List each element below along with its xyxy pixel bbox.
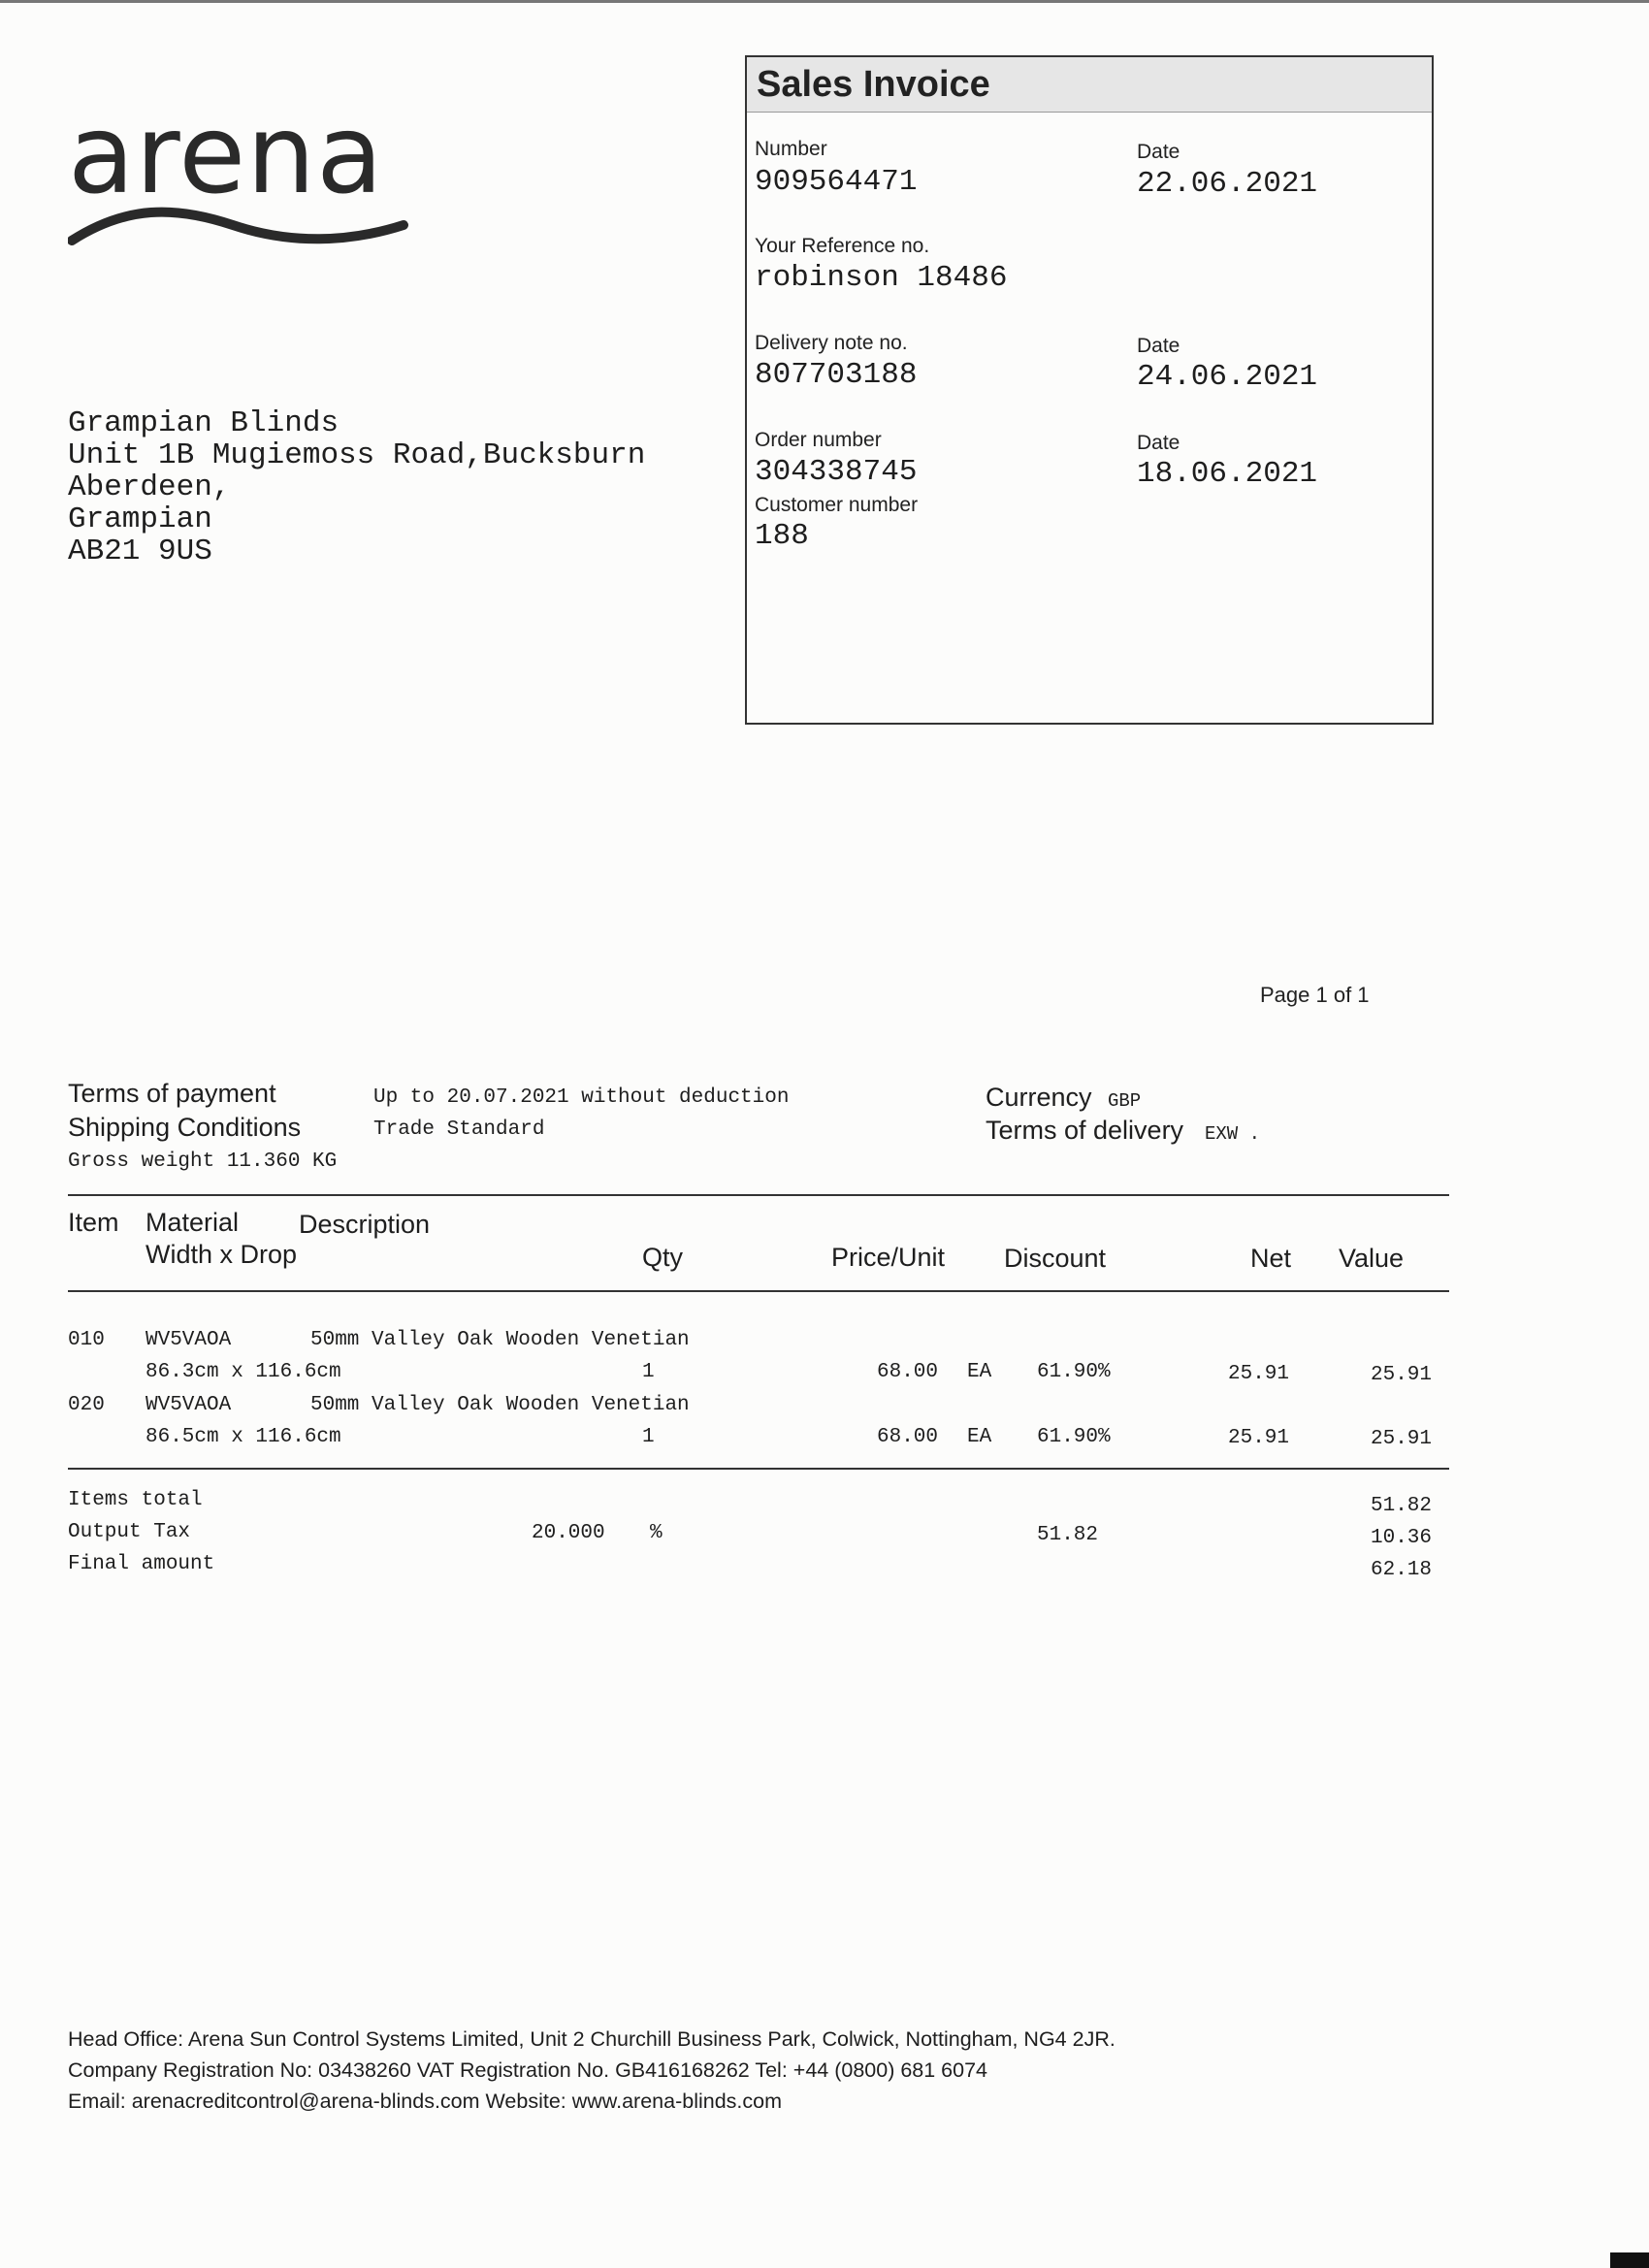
order-date: 18.06.2021 <box>1137 457 1318 491</box>
address-line: Aberdeen, <box>68 470 231 504</box>
shipping-conditions-label: Shipping Conditions <box>68 1113 302 1142</box>
number-label: Number <box>755 138 827 160</box>
final-amount-label: Final amount <box>68 1553 215 1575</box>
terms-of-delivery-label: Terms of delivery <box>986 1116 1184 1145</box>
row-discount: 61.90% <box>1037 1361 1111 1383</box>
row-qty: 1 <box>642 1361 655 1383</box>
col-net: Net <box>1250 1244 1292 1273</box>
col-width-drop: Width x Drop <box>146 1240 298 1269</box>
col-value: Value <box>1339 1244 1405 1273</box>
logo-text: arena <box>68 92 384 218</box>
terms-of-delivery: EXW . <box>1205 1123 1261 1145</box>
row-item: 020 <box>68 1394 105 1416</box>
order-number: 304338745 <box>755 455 918 489</box>
tax-base: 51.82 <box>1037 1524 1099 1546</box>
row-value: 25.91 <box>1371 1428 1433 1450</box>
date-label: Date <box>1137 141 1180 163</box>
recipient-address <box>68 407 645 567</box>
row-unit: EA <box>967 1426 992 1448</box>
col-price-unit: Price/Unit <box>831 1243 946 1272</box>
customer-number: 188 <box>755 519 809 553</box>
shipping-conditions: Trade Standard <box>373 1118 545 1141</box>
row-price: 68.00 <box>877 1426 939 1448</box>
col-description: Description <box>299 1210 431 1239</box>
order-date-label: Date <box>1137 432 1180 454</box>
row-material: WV5VAOA <box>146 1329 232 1351</box>
col-item: Item <box>68 1208 119 1237</box>
gross-weight: Gross weight 11.360 KG <box>68 1150 338 1173</box>
arena-logo <box>68 92 409 262</box>
items-total: 51.82 <box>1371 1495 1433 1517</box>
row-material: WV5VAOA <box>146 1394 232 1416</box>
row-net: 25.91 <box>1228 1363 1290 1385</box>
company-footer <box>68 2024 1116 2117</box>
row-description: 50mm Valley Oak Wooden Venetian <box>310 1329 690 1351</box>
col-discount: Discount <box>1004 1244 1107 1273</box>
terms-of-payment: Up to 20.07.2021 without deduction <box>373 1086 790 1109</box>
scan-corner-mark <box>1610 2252 1649 2268</box>
row-description: 50mm Valley Oak Wooden Venetian <box>310 1394 690 1416</box>
row-size: 86.3cm x 116.6cm <box>146 1361 341 1383</box>
divider <box>68 1290 1449 1292</box>
logo-wave-icon <box>68 196 409 254</box>
address-line: Grampian Blinds <box>68 406 340 440</box>
invoice-title: Sales Invoice <box>747 57 1432 113</box>
output-tax: 10.36 <box>1371 1527 1433 1549</box>
row-item: 010 <box>68 1329 105 1351</box>
row-price: 68.00 <box>877 1361 939 1383</box>
reference-label: Your Reference no. <box>755 235 930 257</box>
row-size: 86.5cm x 116.6cm <box>146 1426 341 1448</box>
row-discount: 61.90% <box>1037 1426 1111 1448</box>
invoice-date: 22.06.2021 <box>1137 167 1318 201</box>
tax-percent-sign: % <box>650 1522 663 1544</box>
items-total-label: Items total <box>68 1489 203 1511</box>
row-qty: 1 <box>642 1426 655 1448</box>
delivery-note-label: Delivery note no. <box>755 332 908 354</box>
footer-line: Head Office: Arena Sun Control Systems Limited, Unit 2 Churchill Business Park, Colwick, Nottingham, NG4 2JR. <box>68 2027 1116 2051</box>
col-qty: Qty <box>642 1243 684 1272</box>
row-net: 25.91 <box>1228 1427 1290 1449</box>
divider <box>68 1194 1449 1196</box>
delivery-note-number: 807703188 <box>755 358 918 392</box>
terms-of-payment-label: Terms of payment <box>68 1079 276 1108</box>
order-number-label: Order number <box>755 429 882 451</box>
address-line: Unit 1B Mugiemoss Road,Bucksburn <box>68 438 646 472</box>
address-line: AB21 9US <box>68 535 212 568</box>
divider <box>68 1468 1449 1470</box>
reference-value: robinson 18486 <box>755 261 1008 295</box>
page-number: Page 1 of 1 <box>1260 983 1370 1007</box>
customer-number-label: Customer number <box>755 494 919 516</box>
footer-line: Company Registration No: 03438260 VAT Registration No. GB416168262 Tel: +44 (0800) 681 6074 <box>68 2058 988 2082</box>
address-line: Grampian <box>68 502 212 536</box>
scan-edge <box>0 0 1649 3</box>
row-unit: EA <box>967 1361 992 1383</box>
invoice-number: 909564471 <box>755 165 918 199</box>
currency: GBP <box>1108 1090 1142 1112</box>
final-amount: 62.18 <box>1371 1559 1433 1581</box>
currency-label: Currency <box>986 1083 1092 1112</box>
col-material: Material <box>146 1208 240 1237</box>
row-value: 25.91 <box>1371 1364 1433 1386</box>
output-tax-label: Output Tax <box>68 1521 191 1543</box>
delivery-date: 24.06.2021 <box>1137 360 1318 394</box>
delivery-date-label: Date <box>1137 335 1180 357</box>
tax-rate: 20.000 <box>532 1522 605 1544</box>
footer-line: Email: arenacreditcontrol@arena-blinds.com Website: www.arena-blinds.com <box>68 2090 783 2113</box>
